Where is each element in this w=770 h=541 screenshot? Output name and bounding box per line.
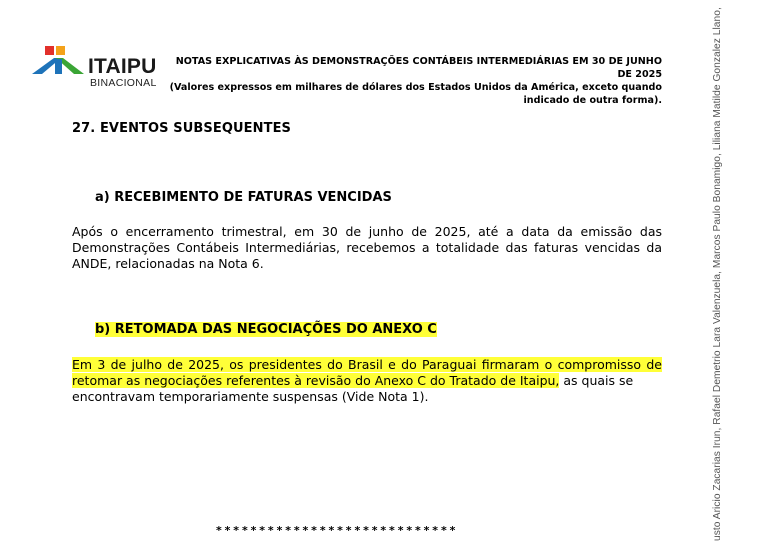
itaipu-logo — [32, 46, 167, 90]
paragraph-line: ANDE, relacionadas na Nota 6. — [72, 256, 264, 271]
header-title: NOTAS EXPLICATIVAS ÀS DEMONSTRAÇÕES CONTÁBEIS INTERMEDIÁRIAS EM 30 DE JUNHO DE 2025 — [175, 56, 662, 80]
subsection-a-paragraph — [72, 224, 662, 272]
paragraph-line: Após o encerramento trimestral, em 30 de junho de 2025, até a data da emissão das — [72, 224, 662, 239]
signature-strip — [701, 0, 723, 541]
section-title: 27. EVENTOS SUBSEQUENTES — [72, 121, 292, 136]
logo-wordmark: ITAIPU — [88, 55, 157, 78]
subsection-a-title: a) RECEBIMENTO DE FATURAS VENCIDAS — [95, 190, 392, 205]
header-note-line1: (Valores expressos em milhares de dólares dos Estados Unidos da América, exceto quando — [169, 82, 662, 93]
highlighted-title: b) RETOMADA DAS NEGOCIAÇÕES DO ANEXO C — [95, 322, 437, 337]
header-note-line2: indicado de outra forma). — [523, 95, 662, 106]
paragraph-line — [72, 373, 662, 389]
subsection-b-title — [95, 322, 437, 337]
paragraph-text: as quais se — [559, 373, 634, 388]
subsection-b-paragraph — [72, 357, 662, 405]
itaipu-logo-icon — [32, 46, 88, 78]
paragraph-line: encontravam temporariamente suspensas (Vide Nota 1). — [72, 389, 429, 404]
paragraph-line — [72, 357, 662, 373]
end-separator: **************************** — [216, 524, 459, 537]
signature-names: usto Aricio Zacarias Irun, Rafael Demetrio Lara Valenzuela, Marcos Paulo Bonamigo, Liliana Matilde Gonzalez Llano, — [712, 7, 723, 541]
paragraph-line: Demonstrações Contábeis Intermediárias, recebemos a totalidade das faturas vencidas da — [72, 240, 662, 255]
logo-subtitle: BINACIONAL — [90, 77, 157, 89]
highlighted-text: Em 3 de julho de 2025, os presidentes do Brasil e do Paraguai firmaram o compromisso de — [72, 357, 662, 372]
page-header — [162, 55, 662, 107]
highlighted-text: retomar as negociações referentes à revisão do Anexo C do Tratado de Itaipu, — [72, 373, 560, 388]
